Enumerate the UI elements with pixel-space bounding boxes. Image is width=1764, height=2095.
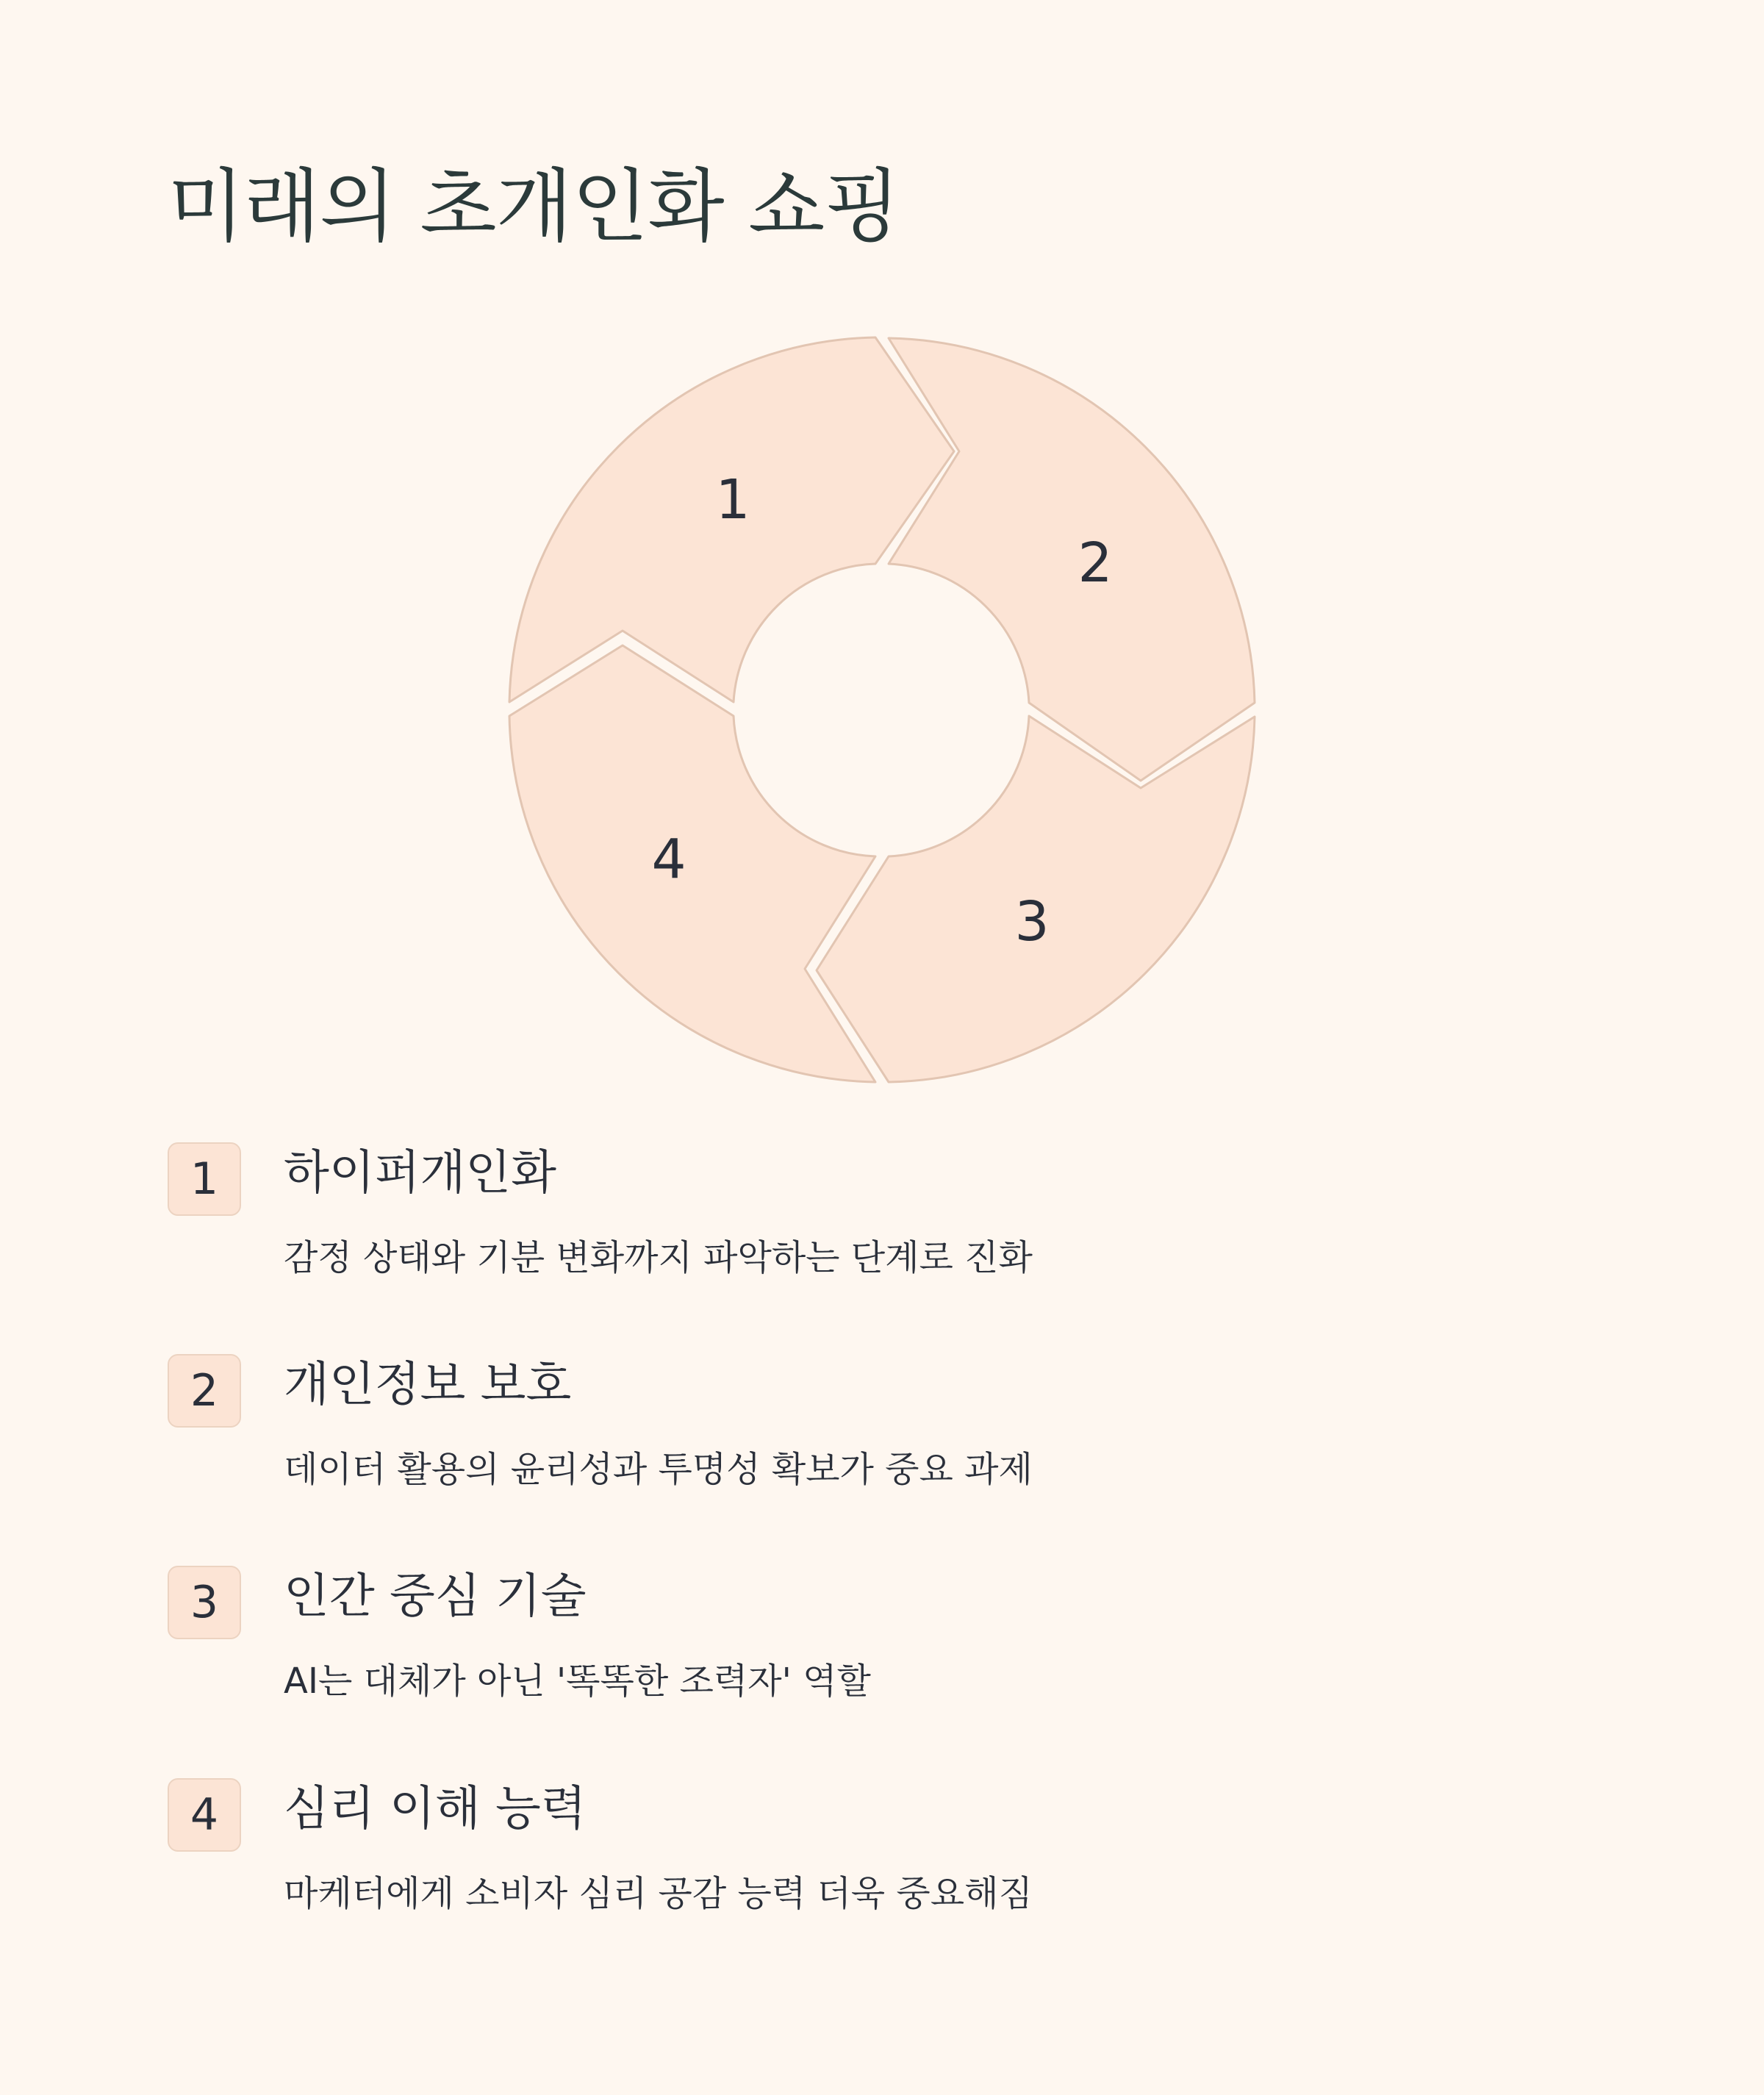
item-title-2: 개인정보 보호 <box>284 1358 572 1412</box>
item-title-3: 인간 중심 기술 <box>284 1569 587 1624</box>
item-title-1: 하이퍼개인화 <box>284 1146 556 1200</box>
cycle-segment-2 <box>889 338 1255 781</box>
item-description-2: 데이터 활용의 윤리성과 투명성 확보가 중요 과제 <box>284 1449 1033 1490</box>
cycle-number-2: 2 <box>1078 531 1113 595</box>
page-title: 미래의 초개인화 쇼핑 <box>168 161 900 253</box>
cycle-segment-4 <box>509 645 875 1082</box>
list-item-1 <box>168 1142 1417 1319</box>
number-badge-4: 4 <box>168 1778 241 1852</box>
list-item-4 <box>168 1778 1417 1955</box>
item-description-4: 마케터에게 소비자 심리 공감 능력 더욱 중요해짐 <box>284 1873 1033 1914</box>
item-title-4: 심리 이해 능력 <box>284 1782 587 1836</box>
number-badge-2: 2 <box>168 1354 241 1428</box>
number-badge-1: 1 <box>168 1142 241 1216</box>
item-description-1: 감정 상태와 기분 변화까지 파악하는 단계로 진화 <box>284 1237 1033 1278</box>
list-item-3 <box>168 1566 1417 1742</box>
number-badge-3: 3 <box>168 1566 241 1639</box>
cycle-number-1: 1 <box>715 468 750 531</box>
cycle-number-3: 3 <box>1014 890 1050 953</box>
item-description-3: AI는 대체가 아닌 '똑똑한 조력자' 역할 <box>284 1661 871 1702</box>
cycle-number-4: 4 <box>651 828 686 891</box>
list-item-2 <box>168 1354 1417 1530</box>
